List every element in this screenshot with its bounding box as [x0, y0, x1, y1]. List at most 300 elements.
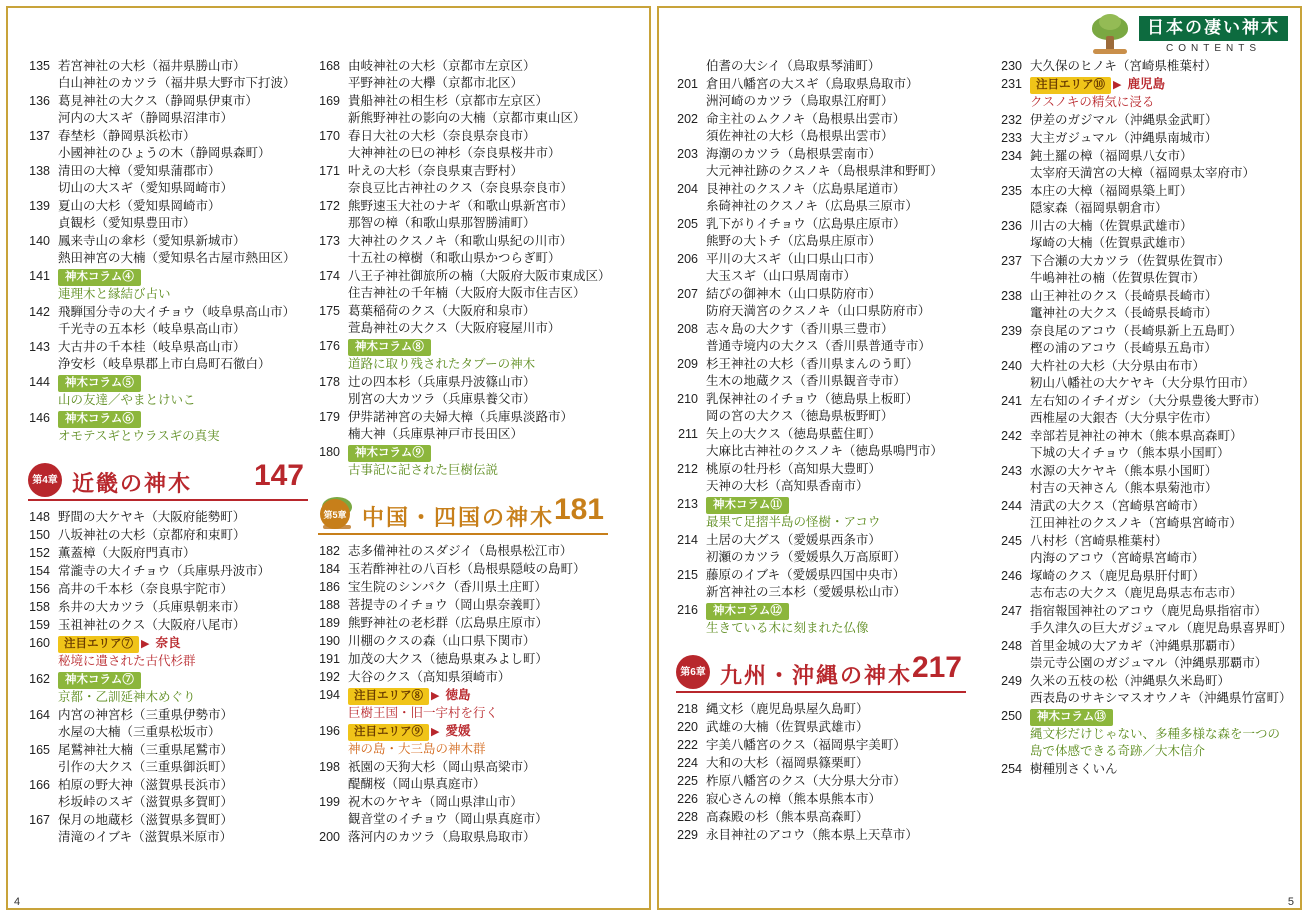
toc-entry-title: 切山の大スギ（愛知県岡崎市）	[58, 181, 234, 195]
toc-entry-title: 平野神社の大欅（京都市北区）	[348, 76, 524, 90]
toc-entry[interactable]	[28, 93, 308, 127]
toc-entry[interactable]	[28, 599, 308, 616]
toc-entry-titles	[706, 719, 966, 736]
toc-entry-titles	[348, 338, 608, 373]
toc-entry-title: 西表島のサキシマスオウノキ（沖縄県竹富町）	[1030, 691, 1292, 705]
toc-entry-title: 縄文杉（鹿児島県屋久島町）	[706, 702, 869, 716]
toc-entry[interactable]	[28, 742, 308, 776]
toc-entry[interactable]	[1000, 58, 1290, 75]
toc-page-number: 138	[29, 164, 50, 178]
toc-entry-title: 清田の大樟（愛知県蒲郡市）	[58, 164, 221, 178]
toc-entry-title: 小國神社のひょうの木（静岡県森町）	[58, 146, 271, 160]
toc-entry-titles	[706, 532, 966, 566]
toc-page-number: 146	[29, 411, 50, 425]
toc-entry-titles	[348, 198, 608, 232]
toc-entry[interactable]	[1000, 603, 1293, 637]
toc-entry[interactable]	[676, 701, 966, 718]
toc-entry[interactable]	[676, 827, 966, 844]
toc-page-number: 247	[1001, 604, 1022, 618]
area-name: 奈良	[155, 636, 181, 650]
toc-page-number: 203	[677, 147, 698, 161]
toc-entry-title: 熊野の大トチ（広島県庄原市）	[706, 234, 882, 248]
toc-entry-title: 下城の大イチョウ（熊本県小国町）	[1030, 446, 1230, 460]
toc-entry[interactable]	[28, 545, 308, 562]
toc-entry-titles	[1030, 253, 1290, 287]
toc-entry-titles	[58, 545, 308, 562]
toc-entry-title: 太宰府天満宮の大樟（福岡県太宰府市）	[1030, 166, 1256, 180]
toc-entry-title: 大杵社の大杉（大分県由布市）	[1030, 359, 1206, 373]
toc-entry-title: 奈良豆比古神社のクス（奈良県奈良市）	[348, 181, 573, 195]
toc-entry[interactable]	[1000, 463, 1290, 497]
chapter-page-number: 181	[553, 493, 604, 526]
area-description: 神の島・大三島の神木群	[348, 742, 486, 756]
toc-entry[interactable]	[318, 444, 608, 479]
toc-entry-title: 菩提寺のイチョウ（岡山県奈義町）	[348, 598, 548, 612]
toc-entry-titles	[348, 579, 608, 596]
toc-entry-title: 桃原の牡丹杉（高知県大豊町）	[706, 462, 882, 476]
toc-entry-titles	[706, 216, 966, 250]
toc-entry-titles	[58, 198, 308, 232]
toc-entry-title: 伊弉諾神宮の夫婦大樟（兵庫県淡路市）	[348, 410, 574, 424]
toc-entry[interactable]	[28, 233, 308, 267]
toc-page-number: 144	[29, 375, 50, 389]
toc-entry-titles	[706, 791, 966, 808]
toc-entry[interactable]	[1000, 148, 1290, 182]
toc-entry[interactable]	[1000, 498, 1290, 532]
toc-page-number: 249	[1001, 674, 1022, 688]
column-description: 山の友達／やまとけいこ	[58, 393, 196, 407]
toc-entry[interactable]	[1000, 288, 1290, 322]
toc-entry-titles	[706, 426, 966, 460]
toc-entry-titles	[348, 374, 608, 408]
toc-entry-titles	[348, 669, 608, 686]
column-badge: 神木コラム⑥	[58, 411, 141, 428]
toc-entry[interactable]	[28, 58, 308, 92]
toc-entry[interactable]	[28, 509, 308, 526]
toc-entry[interactable]	[1000, 533, 1290, 567]
toc-entry-titles	[1030, 288, 1290, 322]
toc-entry-title: 永目神社のアコウ（熊本県上天草市）	[706, 828, 918, 842]
toc-page-number: 152	[29, 546, 50, 560]
toc-entry[interactable]	[318, 233, 608, 267]
toc-page-number: 214	[677, 533, 698, 547]
toc-entry[interactable]	[676, 76, 966, 110]
toc-entry-title: 尾鷲神社大楠（三重県尾鷲市）	[58, 743, 234, 757]
column-description: 京都・乙訓延神木めぐり	[58, 690, 196, 704]
toc-entry[interactable]	[676, 461, 966, 495]
toc-entry-title: 大玉スギ（山口県周南市）	[706, 269, 857, 283]
chapter-number-badge: 第5章	[320, 499, 350, 529]
toc-page-number: 208	[677, 322, 698, 336]
toc-entry[interactable]	[1000, 130, 1290, 147]
toc-entry[interactable]	[28, 198, 308, 232]
chapter-heading[interactable]	[28, 459, 308, 501]
toc-entry-titles	[58, 707, 308, 741]
toc-page-number: 180	[319, 445, 340, 459]
toc-entry[interactable]	[676, 321, 966, 355]
toc-entry-title: 平川の大スギ（山口県山口市）	[706, 252, 882, 266]
toc-page-number: 182	[319, 544, 340, 558]
column-badge: 神木コラム⑪	[706, 497, 789, 514]
toc-entry[interactable]	[28, 410, 308, 445]
toc-entry-titles	[1030, 393, 1290, 427]
toc-entry[interactable]	[318, 198, 608, 232]
toc-page-number: 143	[29, 340, 50, 354]
toc-page-number: 212	[677, 462, 698, 476]
toc-entry-title: 引作の大クス（三重県御浜町）	[58, 760, 233, 774]
toc-entry-titles	[706, 827, 966, 844]
toc-entry[interactable]	[1000, 568, 1290, 602]
toc-page-number: 231	[1001, 77, 1022, 91]
book-title: 日本の凄い神木	[1139, 16, 1288, 41]
toc-entry[interactable]	[318, 759, 608, 793]
toc-entry[interactable]	[318, 669, 608, 686]
toc-entry-title: 普通寺境内の大クス（香川県普通寺市）	[706, 339, 931, 353]
toc-entry[interactable]	[28, 527, 308, 544]
toc-entry-title: 夏山の大杉（愛知県岡崎市）	[58, 199, 221, 213]
toc-entry[interactable]	[1000, 253, 1290, 287]
toc-entry-title: 大和の大杉（福岡県篠栗町）	[706, 756, 869, 770]
toc-entry[interactable]	[318, 374, 608, 408]
toc-entry[interactable]	[318, 543, 608, 560]
toc-page-number: 241	[1001, 394, 1022, 408]
toc-entry-titles	[1030, 58, 1290, 75]
toc-entry[interactable]	[676, 532, 966, 566]
toc-entry-title: 鳳来寺山の傘杉（愛知県新城市）	[58, 234, 246, 248]
toc-entry[interactable]	[28, 374, 308, 409]
toc-entry[interactable]	[318, 128, 608, 162]
toc-entry[interactable]	[676, 809, 966, 826]
column-badge: 神木コラム⑤	[58, 375, 141, 392]
toc-entry-title: 内宮の神宮杉（三重県伊勢市）	[58, 708, 234, 722]
toc-entry-title: 貴船神社の相生杉（京都市左京区）	[348, 94, 549, 108]
toc-entry[interactable]	[676, 391, 966, 425]
toc-entry[interactable]	[676, 496, 966, 531]
toc-page-number: 169	[319, 94, 340, 108]
toc-entry-titles	[706, 567, 966, 601]
toc-entry-titles	[348, 615, 608, 632]
chapter-heading[interactable]	[676, 651, 966, 693]
toc-entry-titles	[1030, 638, 1290, 672]
toc-entry[interactable]	[676, 755, 966, 772]
toc-entry[interactable]	[676, 146, 966, 180]
toc-entry[interactable]	[676, 286, 966, 320]
toc-entry-title: 水源の大ケヤキ（熊本県小国町）	[1030, 464, 1218, 478]
toc-entry[interactable]	[676, 773, 966, 790]
toc-entry-title: 熊野神社の老杉群（広島県庄原市）	[348, 616, 549, 630]
chapter-rule	[676, 691, 966, 693]
toc-page-number: 224	[677, 756, 698, 770]
toc-entry-titles	[706, 321, 966, 355]
toc-column-4	[1000, 58, 1293, 886]
toc-entry-title: 左右知のイチイガシ（大分県豊後大野市）	[1030, 394, 1267, 408]
chapter-rule	[28, 499, 308, 501]
toc-entry[interactable]	[1000, 218, 1290, 252]
column-badge: 神木コラム⑨	[348, 445, 431, 462]
toc-entry-title: 柏原の野大神（滋賀県長浜市）	[58, 778, 234, 792]
toc-entry-title: 玉若酢神社の八百杉（島根県隠岐の島町）	[348, 562, 586, 576]
chevron-right-icon: ▶	[141, 638, 150, 650]
toc-entry[interactable]	[28, 707, 308, 741]
toc-page-number: 239	[1001, 324, 1022, 338]
toc-entry-titles	[706, 76, 966, 110]
toc-entry-titles	[706, 461, 966, 495]
toc-entry[interactable]	[318, 163, 608, 197]
toc-entry-title: 岡の宮の大クス（徳島県板野町）	[706, 409, 894, 423]
toc-entry-titles	[706, 58, 966, 75]
toc-page-number: 228	[677, 810, 698, 824]
toc-entry[interactable]	[28, 635, 308, 670]
toc-entry[interactable]	[1000, 761, 1290, 778]
toc-entry-title: 志布志の大クス（鹿児島県志布志市）	[1030, 586, 1243, 600]
toc-entry-title: 薫蓋樟（大阪府門真市）	[58, 546, 196, 560]
chapter-page-number: 147	[253, 459, 304, 492]
toc-entry[interactable]	[318, 409, 608, 443]
toc-entry-title: 辻の四本杉（兵庫県丹波篠山市）	[348, 375, 536, 389]
column-badge: 神木コラム⑬	[1030, 709, 1113, 726]
toc-entry-title: 首里金城の大アカギ（沖縄県那覇市）	[1030, 639, 1243, 653]
area-name: 愛媛	[445, 724, 471, 738]
toc-entry[interactable]	[1000, 323, 1290, 357]
toc-entry[interactable]	[1000, 673, 1290, 707]
toc-entry-title: 糸井の大カツラ（兵庫県朝来市）	[58, 600, 246, 614]
chapter-heading[interactable]	[318, 493, 608, 535]
toc-page-number: 136	[29, 94, 50, 108]
toc-entry[interactable]	[28, 268, 308, 303]
toc-page-number: 246	[1001, 569, 1022, 583]
toc-page-number: 171	[319, 164, 340, 178]
toc-entry[interactable]	[1000, 393, 1290, 427]
column-description: 道路に取り残されたタブーの神木	[348, 357, 536, 371]
toc-entry[interactable]	[28, 163, 308, 197]
column-badge: 神木コラム⑫	[706, 603, 789, 620]
toc-entry-title: 藤原のイブキ（愛媛県四国中央市）	[706, 568, 906, 582]
column-description: 古事記に記された巨樹伝説	[348, 463, 499, 477]
toc-entry[interactable]	[676, 737, 966, 754]
toc-page-number: 158	[29, 600, 50, 614]
toc-column-2	[318, 58, 611, 886]
toc-entry-title: 大主ガジュマル（沖縄県南城市）	[1030, 131, 1218, 145]
toc-entry[interactable]	[676, 111, 966, 145]
toc-entry-title: 竃神社の大クス（長崎県長崎市）	[1030, 306, 1218, 320]
toc-entry-titles	[1030, 673, 1292, 707]
toc-page-number: 191	[319, 652, 340, 666]
toc-entry-title: 高森殿の杉（熊本県高森町）	[706, 810, 869, 824]
toc-entry[interactable]	[28, 563, 308, 580]
toc-entry-titles	[58, 509, 308, 526]
toc-entry-title: 初瀬のカツラ（愛媛県久万高原町）	[706, 550, 907, 564]
toc-page-number: 211	[678, 427, 698, 441]
toc-entry[interactable]	[1000, 358, 1290, 392]
toc-entry[interactable]	[28, 304, 308, 338]
toc-entry-title: 祇園の天狗大杉（岡山県高梁市）	[348, 760, 536, 774]
toc-page-number: 237	[1001, 254, 1022, 268]
toc-entry-titles	[1030, 218, 1290, 252]
toc-entry-title: 幸部若見神社の神木（熊本県高森町）	[1030, 429, 1243, 443]
toc-entry-title: 玉祖神社のクス（大阪府八尾市）	[58, 618, 246, 632]
toc-entry-titles	[348, 633, 608, 650]
toc-entry-title: 葛葉稲荷のクス（大阪府和泉市）	[348, 304, 536, 318]
toc-entry-title: 乳下がりイチョウ（広島県庄原市）	[706, 217, 906, 231]
toc-entry-titles	[58, 163, 308, 197]
toc-entry-titles	[706, 111, 966, 145]
toc-page-number: 175	[319, 304, 340, 318]
toc-entry[interactable]	[28, 128, 308, 162]
toc-entry-title: 大麻比古神社のクスノキ（徳島県鳴門市）	[706, 444, 943, 458]
toc-entry-titles	[58, 617, 308, 634]
toc-page-number: 139	[29, 199, 50, 213]
toc-entry[interactable]	[318, 723, 608, 758]
toc-entry[interactable]	[318, 58, 608, 92]
toc-entry-titles	[348, 409, 608, 443]
toc-entry[interactable]	[676, 602, 966, 637]
toc-entry-title: 倉田八幡宮の大スギ（鳥取県鳥取市）	[706, 77, 919, 91]
toc-page-number: 209	[677, 357, 698, 371]
toc-entry[interactable]	[318, 93, 608, 127]
toc-entry-title: 籾山八幡社の大ケヤキ（大分県竹田市）	[1030, 376, 1255, 390]
toc-page-number: 220	[677, 720, 698, 734]
toc-entry[interactable]	[1000, 112, 1290, 129]
column-badge: 神木コラム⑧	[348, 339, 431, 356]
toc-entry[interactable]	[318, 615, 608, 632]
toc-entry[interactable]	[28, 581, 308, 598]
toc-entry-titles	[1030, 183, 1290, 217]
toc-entry-title: 須佐神社の大杉（島根県出雲市）	[706, 129, 894, 143]
toc-entry-title: 杉王神社の大杉（香川県まんのう町）	[706, 357, 919, 371]
chevron-right-icon: ▶	[431, 726, 440, 738]
toc-entry-title: 別宮の大カツラ（兵庫県養父市）	[348, 392, 536, 406]
toc-entry[interactable]	[318, 794, 608, 828]
toc-entry-titles	[58, 635, 308, 670]
toc-entry[interactable]	[1000, 183, 1290, 217]
toc-page-number: 199	[319, 795, 340, 809]
toc-entry[interactable]	[676, 791, 966, 808]
area-badge: 注目エリア⑨	[348, 724, 429, 741]
column-description: 生きている木に刻まれた仏像	[706, 621, 869, 635]
toc-page-number: 137	[29, 129, 50, 143]
toc-page-number: 150	[29, 528, 50, 542]
toc-entry-title: 牛嶋神社の楠（佐賀県佐賀市）	[1030, 271, 1206, 285]
toc-entry[interactable]	[318, 268, 611, 302]
toc-entry[interactable]	[28, 812, 308, 846]
toc-page-number: 240	[1001, 359, 1022, 373]
toc-entry-title: 由岐神社の大杉（京都市左京区）	[348, 59, 536, 73]
toc-entry-titles	[58, 268, 308, 303]
toc-entry-titles	[348, 597, 608, 614]
toc-entry-title: 常瀧寺の大イチョウ（兵庫県丹波市）	[58, 564, 271, 578]
toc-entry-title: 命主社のムクノキ（島根県出雲市）	[706, 112, 906, 126]
toc-entry[interactable]	[318, 303, 608, 337]
toc-entry-title: 崇元寺公園のガジュマル（沖縄県那覇市）	[1030, 656, 1268, 670]
toc-entry-title: 河内の大スギ（静岡県沼津市）	[58, 111, 234, 125]
toc-entry[interactable]	[676, 58, 966, 75]
toc-entry[interactable]	[676, 567, 966, 601]
toc-entry-titles	[1030, 428, 1290, 462]
toc-entry-title: 塚崎のクス（鹿児島県肝付町）	[1030, 569, 1205, 583]
toc-entry[interactable]	[1000, 638, 1290, 672]
toc-entry-title: 糸碕神社のクスノキ（広島県三原市）	[706, 199, 918, 213]
toc-entry[interactable]	[676, 181, 966, 215]
toc-page-number: 225	[677, 774, 698, 788]
toc-entry-titles	[348, 687, 608, 722]
toc-entry[interactable]	[318, 633, 608, 650]
toc-entry-titles	[348, 723, 608, 758]
toc-entry[interactable]	[1000, 76, 1290, 111]
toc-page-number: 213	[677, 497, 698, 511]
toc-entry-titles	[1030, 533, 1290, 567]
folio-right: 5	[1287, 896, 1294, 908]
toc-entry-titles	[58, 671, 308, 706]
toc-entry-titles	[706, 602, 966, 637]
toc-entry-titles	[58, 812, 308, 846]
toc-entry-title: 千光寺の五本杉（岐阜県高山市）	[58, 322, 246, 336]
toc-entry-titles	[348, 163, 608, 197]
toc-page-number: 164	[29, 708, 50, 722]
column-description: 連理木と縁結び占い	[58, 287, 171, 301]
toc-page-number: 229	[677, 828, 698, 842]
toc-page-number: 173	[319, 234, 340, 248]
toc-entry[interactable]	[676, 251, 966, 285]
toc-page-number: 210	[677, 392, 698, 406]
toc-entry-titles	[1030, 463, 1290, 497]
toc-page-number: 244	[1001, 499, 1022, 513]
chapter-title: 中国・四国の神木	[362, 505, 555, 530]
toc-page-number: 248	[1001, 639, 1022, 653]
toc-entry-titles	[706, 773, 966, 790]
chapter-number-badge: 第4章	[28, 463, 62, 497]
toc-entry[interactable]	[318, 338, 608, 373]
toc-entry[interactable]	[28, 777, 308, 811]
toc-entry[interactable]	[318, 829, 608, 846]
toc-entry-title: 祝木のケヤキ（岡山県津山市）	[348, 795, 523, 809]
toc-entry[interactable]	[318, 687, 608, 722]
toc-entry[interactable]	[1000, 708, 1290, 760]
toc-entry-titles	[706, 181, 966, 215]
toc-entry-title: 萱島神社の大クス（大阪府寝屋川市）	[348, 321, 561, 335]
area-badge: 注目エリア⑦	[58, 636, 139, 653]
toc-entry[interactable]	[318, 597, 608, 614]
column-description: 最果て足摺半島の怪樹・アコウ	[706, 515, 881, 529]
toc-entry-titles	[58, 410, 308, 445]
toc-entry-title: 春日大社の大杉（奈良県奈良市）	[348, 129, 536, 143]
toc-page-number: 154	[29, 564, 50, 578]
toc-entry-title: 住吉神社の千年楠（大阪府大阪市住吉区）	[348, 286, 586, 300]
toc-entry[interactable]	[318, 651, 608, 668]
toc-entry[interactable]	[676, 426, 966, 460]
toc-entry-title: 内海のアコウ（宮崎県宮崎市）	[1030, 551, 1205, 565]
toc-entry-title: 土居の大グス（愛媛県西条市）	[706, 533, 881, 547]
toc-entry-titles	[58, 563, 308, 580]
toc-entry[interactable]	[28, 617, 308, 634]
toc-entry[interactable]	[676, 356, 966, 390]
toc-page-number: 243	[1001, 464, 1022, 478]
toc-entry[interactable]	[28, 671, 308, 706]
chapter-page-number: 217	[911, 651, 962, 684]
toc-entry[interactable]	[318, 579, 608, 596]
toc-entry[interactable]	[1000, 428, 1290, 462]
tree-icon	[1089, 14, 1131, 56]
toc-entry[interactable]	[28, 339, 308, 373]
toc-page-number: 235	[1001, 184, 1022, 198]
toc-entry-titles	[348, 233, 608, 267]
toc-entry[interactable]	[676, 216, 966, 250]
toc-entry-title: 高井の千本杉（奈良県宇陀市）	[58, 582, 234, 596]
toc-entry[interactable]	[318, 561, 608, 578]
toc-page-number: 238	[1001, 289, 1022, 303]
toc-entry-title: 水屋の大楠（三重県松坂市）	[58, 725, 221, 739]
toc-entry-titles	[1030, 358, 1290, 392]
toc-entry[interactable]	[676, 719, 966, 736]
